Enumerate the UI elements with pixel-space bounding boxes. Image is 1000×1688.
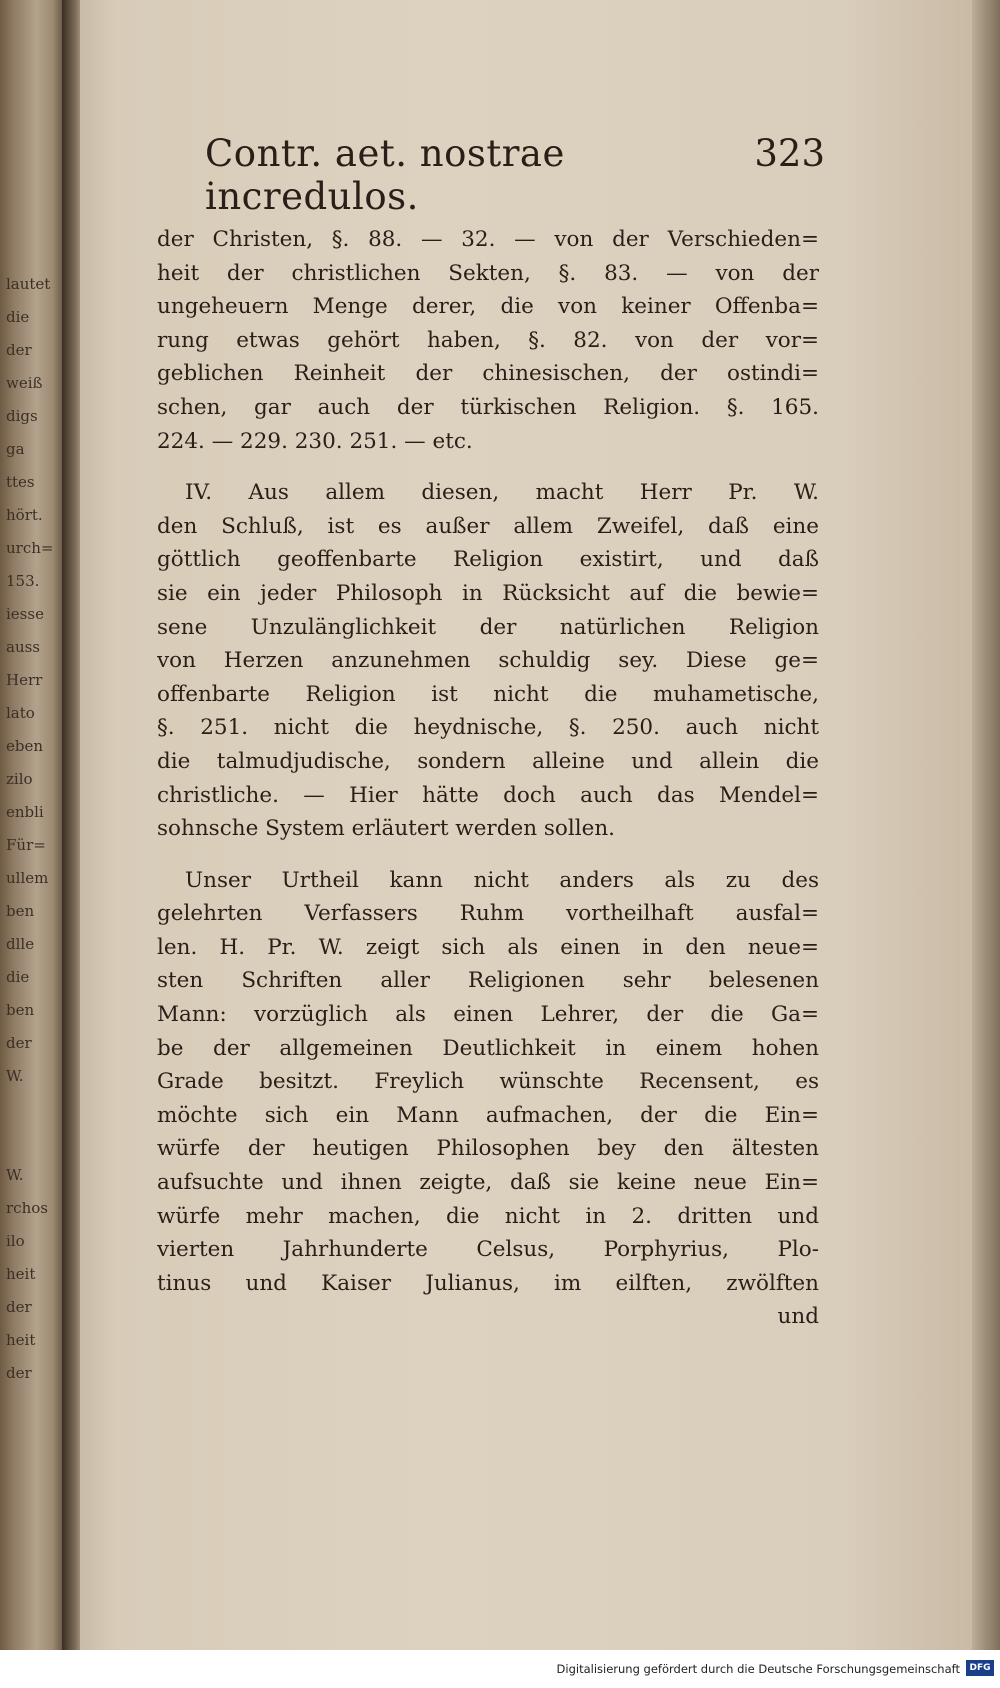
previous-page-fragment: lato (6, 704, 35, 722)
text-line: rung etwas gehört haben, §. 82. von der vor= (157, 327, 819, 353)
previous-page-fragment: heit (6, 1265, 36, 1283)
previous-page-fragment: der (6, 1034, 32, 1052)
text-line: geblichen Reinheit der chinesischen, der ostindi= (157, 361, 819, 387)
previous-page-fragment: 153. (6, 572, 40, 590)
text-line: len. H. Pr. W. zeigt sich als einen in den neue= (157, 934, 819, 960)
text-line: göttlich geoffenbarte Religion existirt, und daß (157, 547, 819, 573)
text-line: aufsuchte und ihnen zeigte, daß sie keine neue Ein= (157, 1170, 819, 1196)
text-line: sie ein jeder Philosoph in Rücksicht auf die bewie= (157, 580, 819, 606)
previous-page-fragment: zilo (6, 770, 33, 788)
previous-page-fragment: ben (6, 902, 35, 920)
previous-page-fragment: enbli (6, 803, 44, 821)
previous-page-fragment: rchos (6, 1199, 48, 1217)
previous-page-fragments (6, 268, 64, 1390)
page-header (205, 132, 825, 218)
text-line: schen, gar auch der türkischen Religion. §. 165. (157, 394, 819, 420)
text-line: IV. Aus allem diesen, macht Herr Pr. W. (185, 480, 819, 506)
page-fore-edge (972, 0, 1000, 1650)
text-line: tinus und Kaiser Julianus, im eilften, zwölften (157, 1270, 819, 1296)
paragraph (157, 864, 819, 1334)
text-line: offenbarte Religion ist nicht die muhametische, (157, 681, 819, 707)
text-line: gelehrten Verfassers Ruhm vortheilhaft ausfal= (157, 901, 819, 927)
text-line: christliche. — Hier hätte doch auch das Mendel= (157, 782, 819, 808)
previous-page-fragment: die (6, 968, 30, 986)
previous-page-fragment (6, 1126, 64, 1159)
text-line: Grade besitzt. Freylich wünschte Recensent, es (157, 1069, 819, 1095)
previous-page-fragment: W. (6, 1166, 24, 1184)
text-line: möchte sich ein Mann aufmachen, der die Ein= (157, 1102, 819, 1128)
previous-page-fragment: weiß (6, 374, 43, 392)
previous-page-fragment: eben (6, 737, 44, 755)
previous-page-fragment: urch= (6, 539, 54, 557)
previous-page-fragment: ttes (6, 473, 35, 491)
previous-page-fragment: ben (6, 1001, 35, 1019)
text-line: sten Schriften aller Religionen sehr belesenen (157, 968, 819, 994)
text-line: Unser Urtheil kann nicht anders als zu des (185, 867, 819, 893)
digitization-footer (0, 1650, 1000, 1688)
text-line: vierten Jahrhunderte Celsus, Porphyrius, Plo- (157, 1237, 819, 1263)
text-line: den Schluß, ist es außer allem Zweifel, daß eine (157, 513, 819, 539)
previous-page-fragment: auss (6, 638, 40, 656)
text-line: ungeheuern Menge derer, die von keiner Offenba= (157, 294, 819, 320)
text-line: Mann: vorzüglich als einen Lehrer, der die Ga= (157, 1002, 819, 1028)
paragraph (157, 476, 819, 846)
previous-page-fragment: digs (6, 407, 38, 425)
previous-page-fragment: die (6, 308, 30, 326)
previous-page-fragment: Herr (6, 671, 43, 689)
text-line: von Herzen anzunehmen schuldig sey. Diese ge= (157, 648, 819, 674)
previous-page-fragment: hört. (6, 506, 43, 524)
text-line: §. 251. nicht die heydnische, §. 250. auch nicht (157, 715, 819, 741)
previous-page-fragment: dlle (6, 935, 35, 953)
text-line: 224. — 229. 230. 251. — etc. (157, 428, 473, 454)
previous-page-fragment: ga (6, 440, 25, 458)
previous-page-fragment: der (6, 1298, 32, 1316)
page-number: 323 (754, 132, 825, 175)
previous-page-fragment: der (6, 1364, 32, 1382)
text-line: der Christen, §. 88. — 32. — von der Verschieden= (157, 227, 819, 252)
text-line: würfe mehr machen, die nicht in 2. dritten und (157, 1203, 819, 1229)
previous-page-fragment (6, 1093, 64, 1126)
previous-page-fragment: W. (6, 1067, 24, 1085)
previous-page-fragment: lautet (6, 275, 51, 293)
text-line: sohnsche System erläutert werden sollen. (157, 816, 616, 842)
body-text (157, 223, 819, 1352)
text-line: be der allgemeinen Deutlichkeit in einem hohen (157, 1035, 819, 1061)
previous-page-fragment: ullem (6, 869, 49, 887)
previous-page-fragment: iesse (6, 605, 44, 623)
previous-page-fragment: heit (6, 1331, 36, 1349)
previous-page-fragment: der (6, 341, 32, 359)
text-line: würfe der heutigen Philosophen bey den ältesten (157, 1136, 819, 1162)
dfg-logo: DFG (966, 1660, 994, 1676)
running-title: Contr. aet. nostrae incredulos. (205, 132, 565, 218)
text-line: sene Unzulänglichkeit der natürlichen Religion (157, 614, 819, 640)
funding-credit: Digitalisierung gefördert durch die Deutsche Forschungsgemeinschaft (556, 1662, 960, 1676)
text-line: heit der christlichen Sekten, §. 83. — von der (157, 260, 819, 286)
text-line: die talmudjudische, sondern alleine und allein die (157, 748, 819, 774)
previous-page-fragment: ilo (6, 1232, 25, 1250)
catchword: und (777, 1304, 819, 1330)
previous-page-fragment: Für= (6, 836, 46, 854)
paragraph (157, 223, 819, 458)
